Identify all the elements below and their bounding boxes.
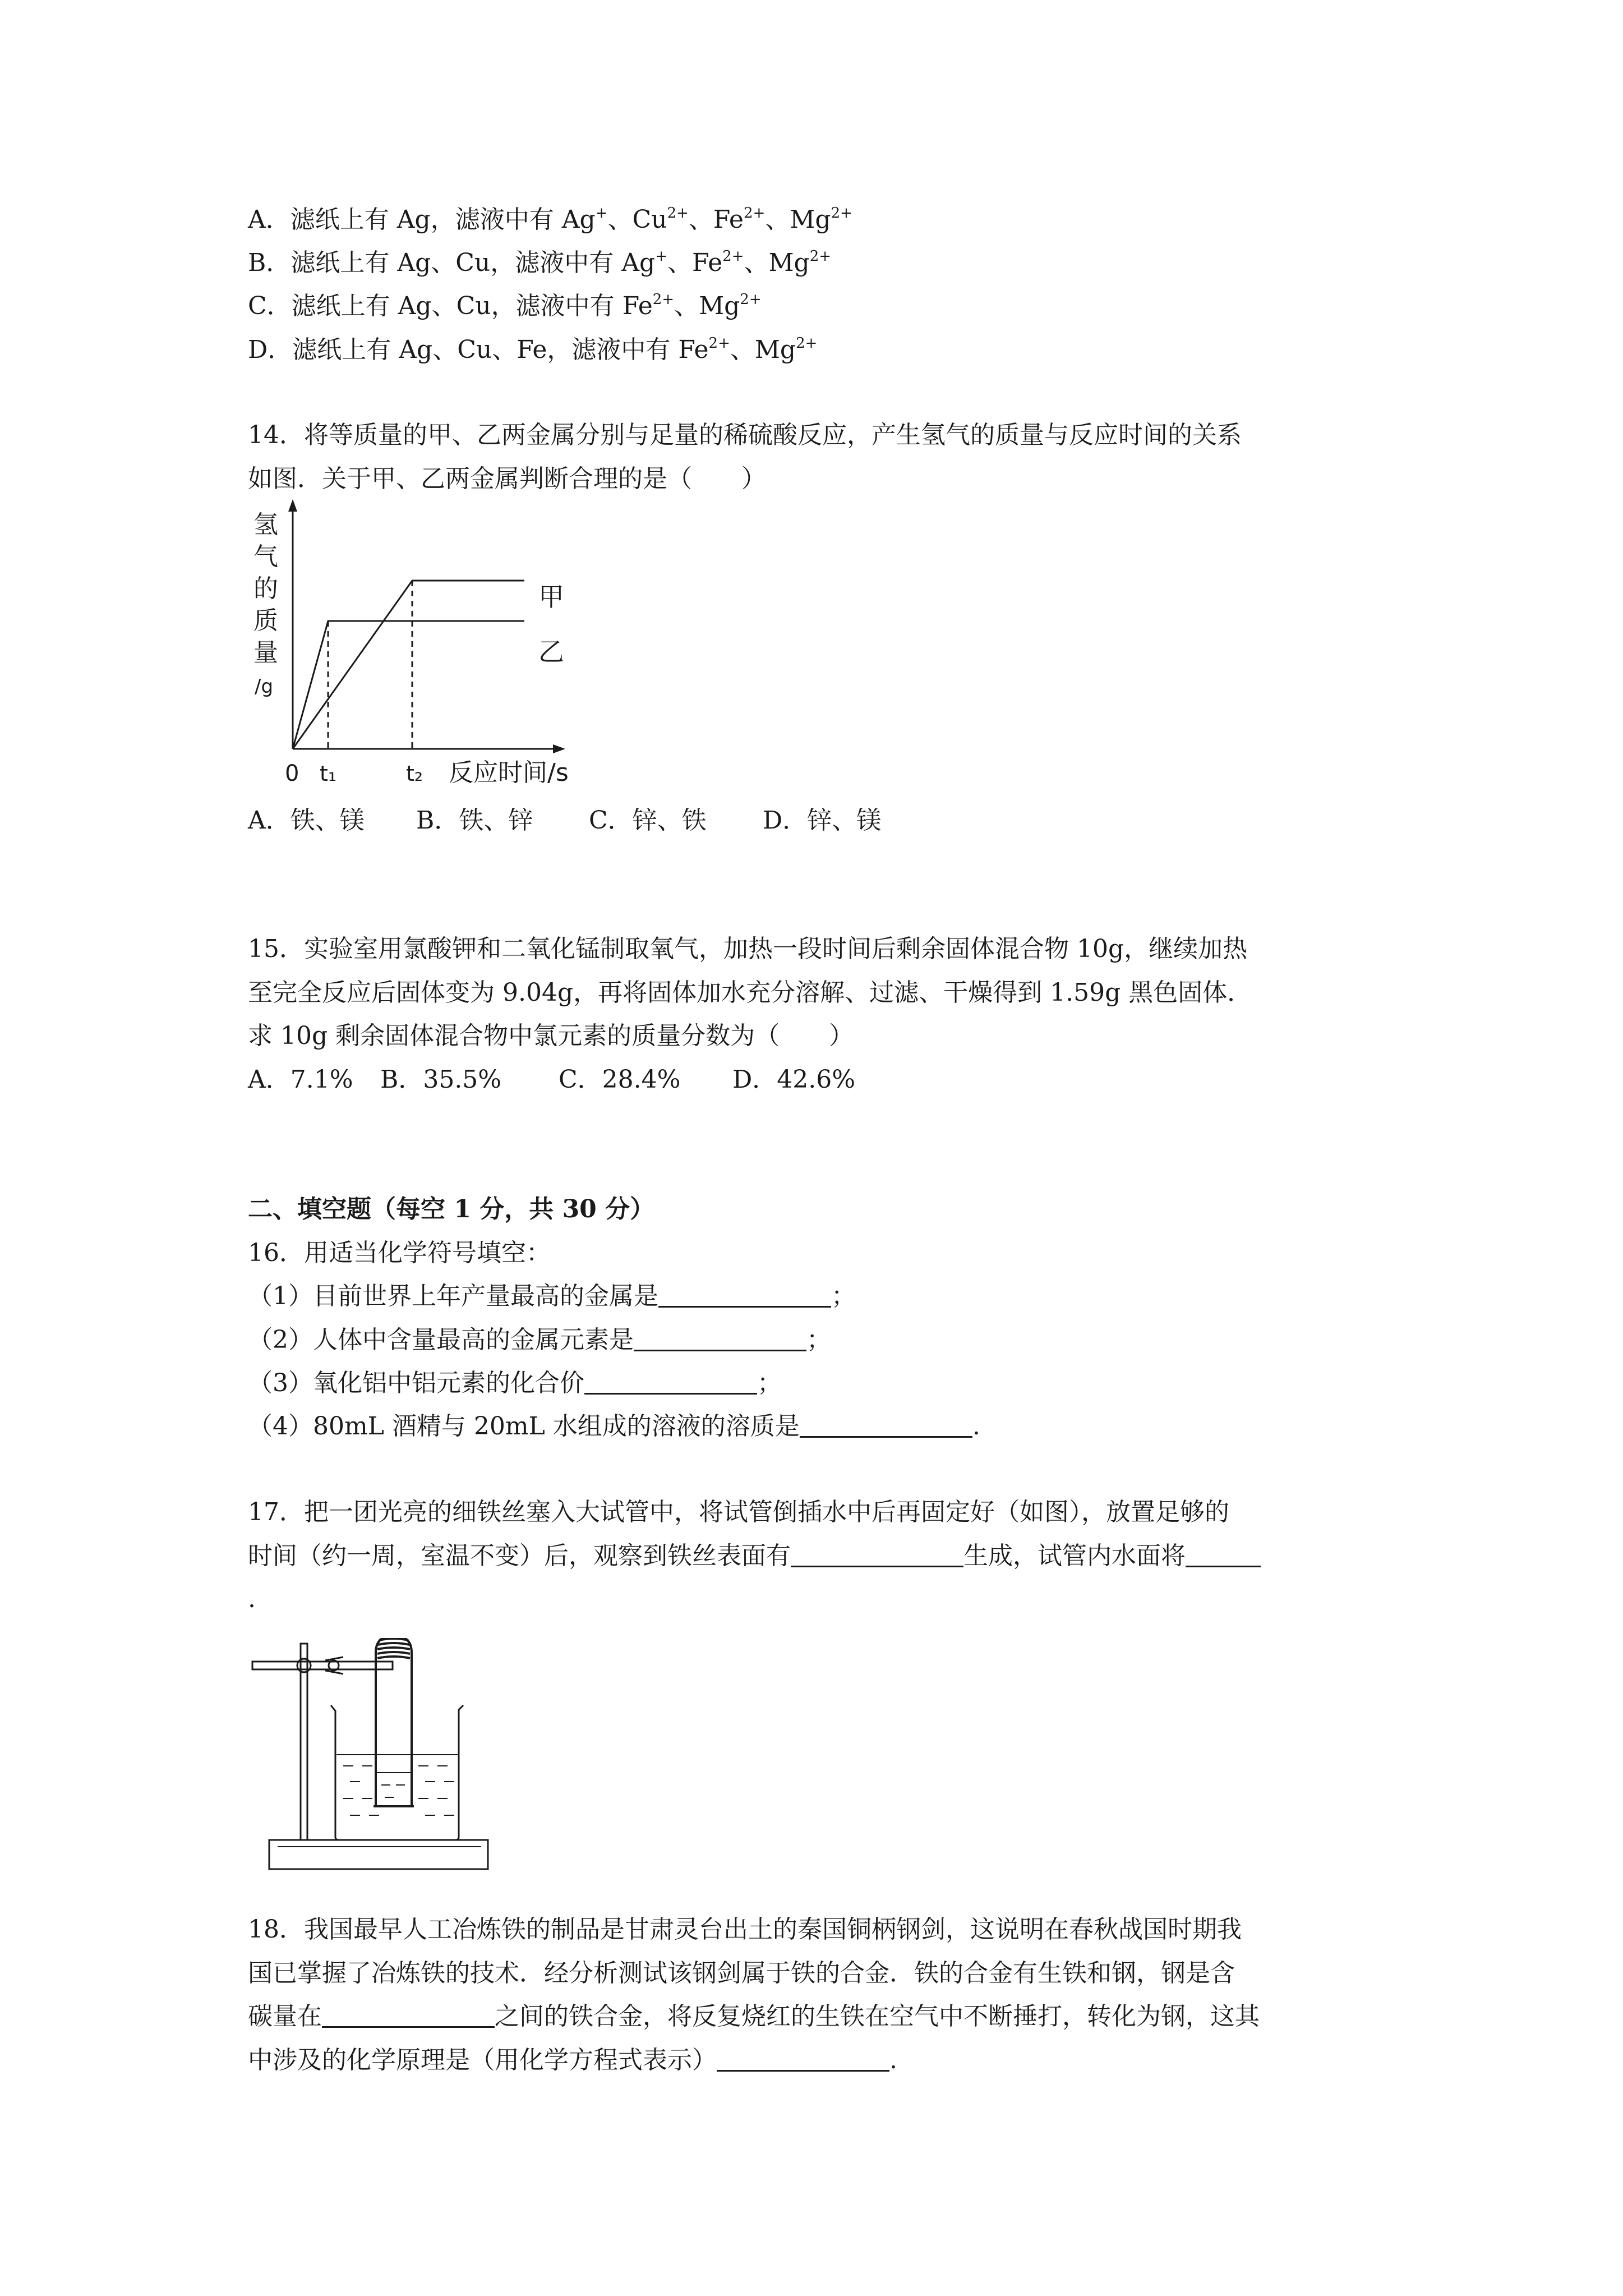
q18-stem-line1: 18．我国最早人工冶炼铁的制品是甘肃灵台出土的秦国铜柄钢剑，这说明在春秋战国时期我: [248, 1915, 1242, 1944]
q14-option-b: B．铁、锌: [416, 806, 533, 835]
q14-option-c: C．锌、铁: [589, 806, 707, 835]
iron-wool: [377, 1639, 410, 1658]
q15-stem-line2: 至完全反应后固体变为 9.04g，再将固体加水充分溶解、过滤、干燥得到 1.59g 黑色固体．: [248, 978, 1252, 1007]
q14-option-d: D．锌、镁: [763, 806, 882, 835]
q16-part2: （2）人体中含量最高的金属元素是 ；: [248, 1326, 831, 1354]
q15-stem-line1: 15．实验室用氯酸钾和二氧化锰制取氧气，加热一段时间后剩余固体混合物 10g，继续加热: [248, 935, 1248, 963]
x-tick-t1: t₁: [320, 761, 337, 786]
x-tick-t2: t₂: [406, 761, 423, 786]
q13-option-d: D．滤纸上有 Ag、Cu、Fe，滤液中有 $Fe^{2+}$、$Mg^{2+}$: [248, 335, 818, 364]
q17-stem-line2: 时间（约一周，室温不变）后，观察到铁丝表面有 生成，试管内水面将: [248, 1540, 1261, 1572]
q15-stem-line3: 求 10g 剩余固体混合物中氯元素的质量分数为（ ）: [248, 1022, 854, 1050]
answer-blank[interactable]: [634, 1325, 806, 1351]
answer-blank[interactable]: [322, 2001, 495, 2028]
apparatus-figure: [247, 1638, 505, 1885]
q16-part1: （1）目前世界上年产量最高的金属是 ；: [248, 1282, 856, 1310]
x-axis-label: 反应时间/s: [449, 758, 569, 787]
q17-stem-line1: 17．把一团光亮的细铁丝塞入大试管中，将试管倒插水中后再固定好（如图），放置足够的: [248, 1498, 1229, 1526]
clamp-arm: [252, 1662, 393, 1669]
series-label-jia: 甲: [538, 582, 564, 612]
q13-option-b: B．滤纸上有 Ag、Cu，滤液中有 Ag+、$Fe^{2+}$、$Mg^{2+}$: [248, 248, 832, 277]
q14-stem-line1: 14．将等质量的甲、乙两金属分别与足量的稀硫酸反应，产生氢气的质量与反应时间的关系: [248, 421, 1242, 449]
q16-stem: 16．用适当化学符号填空：: [248, 1239, 551, 1267]
q18-stem-line2: 国已掌握了冶炼铁的技术．经分析测试该钢剑属于铁的合金．铁的合金有生铁和钢，钢是含: [248, 1959, 1235, 1987]
q16-part4: （4）80mL 酒精与 20mL 水组成的溶液的溶质是 .: [248, 1412, 980, 1441]
q18-stem-line3: 碳量在 之间的铁合金，将反复烧红的生铁在空气中不断捶打，转化为钢，这其: [248, 2002, 1260, 2031]
q18-stem-line4: 中涉及的化学原理是（用化学方程式表示） .: [248, 2046, 897, 2074]
y-axis-label-char: 氢: [253, 510, 278, 539]
answer-blank[interactable]: [800, 1411, 972, 1438]
y-axis-arrow: [288, 499, 297, 512]
answer-blank[interactable]: [717, 2045, 889, 2072]
q13-option-c: C．滤纸上有 Ag、Cu，滤液中有 $Fe^{2+}$、$Mg^{2+}$: [248, 291, 762, 320]
q16-part3: （3）氧化铝中铝元素的化合价 ；: [248, 1369, 782, 1397]
x-tick-origin: 0: [285, 761, 299, 786]
stand-base: [269, 1840, 488, 1869]
q15-option-d: D．42.6%: [732, 1065, 856, 1094]
q15-option-a: A．7.1%: [248, 1065, 353, 1094]
q14-chart: [241, 494, 634, 808]
y-axis-label-char: 气: [253, 542, 278, 571]
y-axis-label-char: /g: [255, 675, 274, 698]
q14-stem-line2: 如图．关于甲、乙两金属判断合理的是（ ）: [248, 464, 766, 493]
answer-blank[interactable]: [658, 1281, 831, 1308]
y-axis-label-char: 的: [253, 574, 278, 603]
y-axis-label-char: 质: [253, 606, 278, 635]
answer-blank[interactable]: [1186, 1541, 1261, 1567]
y-axis-label-char: 量: [253, 638, 278, 667]
q15-option-c: C．28.4%: [559, 1065, 681, 1094]
section-title: 二、填空题（每空 1 分，共 30 分）: [248, 1195, 655, 1223]
series-label-yi: 乙: [538, 637, 564, 667]
x-axis-arrow: [553, 744, 565, 753]
answer-blank[interactable]: [791, 1541, 963, 1567]
answer-blank[interactable]: [584, 1368, 757, 1395]
q15-options: [248, 1064, 855, 1096]
q13-option-a: A．滤纸上有 Ag，滤液中有 Ag+、$Cu^{2+}$、$Fe^{2+}$、$Mg^{2+}$: [248, 205, 852, 234]
q14-option-a: A．铁、镁: [248, 806, 365, 835]
q14-options: [248, 805, 881, 836]
q17-stem-line3: .: [248, 1585, 256, 1613]
q15-option-b: B．35.5%: [380, 1065, 502, 1094]
